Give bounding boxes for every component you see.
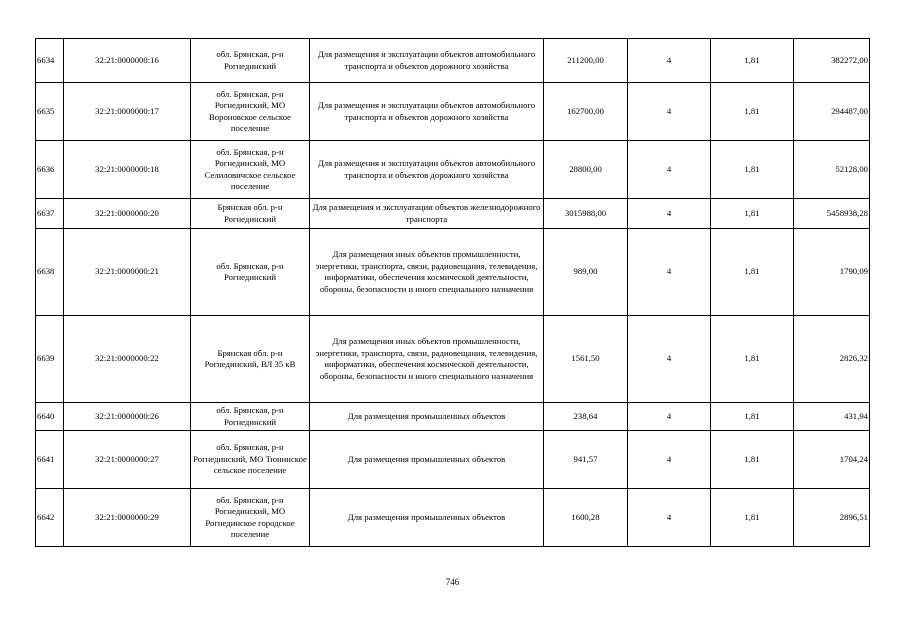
- table-row: [36, 431, 870, 489]
- table-row: [36, 83, 870, 141]
- cadastral-number-cell: 32:21:0000000:20: [64, 199, 191, 229]
- permitted-use-cell: Для размещения иных объектов промышленности, энергетики, транспорта, связи, радиовещания, телевидения, информатики, обеспечения космической деятельности, обороны, безопасности и иного специального назначения: [310, 229, 544, 316]
- address-cell: обл. Брянская, р-н Рогнединский, МО Тюнинское сельское поселение: [191, 431, 310, 489]
- permitted-use-cell: Для размещения и эксплуатации объектов железнодорожного транспорта: [310, 199, 544, 229]
- permitted-use-cell: Для размещения и эксплуатации объектов автомобильного транспорта и объектов дорожного хозяйства: [310, 83, 544, 141]
- page-number: 746: [445, 577, 460, 587]
- permitted-use-cell: Для размещения иных объектов промышленности, энергетики, транспорта, связи, радиовещания, телевидения, информатики, обеспечения космической деятельности, обороны, безопасности и иного специального назначения: [310, 316, 544, 403]
- row-number-cell: 6634: [36, 39, 64, 83]
- cadastral-number-cell: 32:21:0000000:29: [64, 489, 191, 547]
- area-cell: 941,57: [544, 431, 628, 489]
- cadastral-number-cell: 32:21:0000000:21: [64, 229, 191, 316]
- row-number-cell: 6640: [36, 403, 64, 431]
- row-number-cell: 6642: [36, 489, 64, 547]
- permitted-use-cell: Для размещения и эксплуатации объектов автомобильного транспорта и объектов дорожного хозяйства: [310, 141, 544, 199]
- row-number-cell: 6639: [36, 316, 64, 403]
- value-cell: 382272,00: [794, 39, 870, 83]
- permitted-use-cell: Для размещения промышленных объектов: [310, 489, 544, 547]
- coefficient-cell: 4: [628, 83, 711, 141]
- rate-cell: 1,81: [711, 403, 794, 431]
- address-cell: обл. Брянская, р-н Рогнединский: [191, 229, 310, 316]
- coefficient-cell: 4: [628, 229, 711, 316]
- row-number-cell: 6635: [36, 83, 64, 141]
- address-cell: Брянская обл. р-н Рогнединский, ВЛ 35 кВ: [191, 316, 310, 403]
- cadastral-number-cell: 32:21:0000000:26: [64, 403, 191, 431]
- permitted-use-cell: Для размещения и эксплуатации объектов автомобильного транспорта и объектов дорожного хозяйства: [310, 39, 544, 83]
- row-number-cell: 6638: [36, 229, 64, 316]
- area-cell: 1561,50: [544, 316, 628, 403]
- rate-cell: 1,81: [711, 141, 794, 199]
- address-cell: обл. Брянская, р-н Рогнединский, МО Селиловичское сельское поселение: [191, 141, 310, 199]
- table-row: [36, 141, 870, 199]
- value-cell: 5458938,28: [794, 199, 870, 229]
- rate-cell: 1,81: [711, 316, 794, 403]
- area-cell: 989,00: [544, 229, 628, 316]
- value-cell: 2826,32: [794, 316, 870, 403]
- coefficient-cell: 4: [628, 141, 711, 199]
- area-cell: 162700,00: [544, 83, 628, 141]
- coefficient-cell: 4: [628, 403, 711, 431]
- row-number-cell: 6641: [36, 431, 64, 489]
- table-row: [36, 39, 870, 83]
- value-cell: 431,94: [794, 403, 870, 431]
- cadastral-number-cell: 32:21:0000000:22: [64, 316, 191, 403]
- coefficient-cell: 4: [628, 489, 711, 547]
- rate-cell: 1,81: [711, 39, 794, 83]
- table-body: [36, 39, 870, 547]
- cadastral-number-cell: 32:21:0000000:18: [64, 141, 191, 199]
- row-number-cell: 6637: [36, 199, 64, 229]
- rate-cell: 1,81: [711, 431, 794, 489]
- area-cell: 3015988,00: [544, 199, 628, 229]
- permitted-use-cell: Для размещения промышленных объектов: [310, 431, 544, 489]
- value-cell: 1790,09: [794, 229, 870, 316]
- value-cell: 1704,24: [794, 431, 870, 489]
- address-cell: обл. Брянская, р-н Рогнединский, МО Вороновское сельское поселение: [191, 83, 310, 141]
- coefficient-cell: 4: [628, 431, 711, 489]
- address-cell: Брянская обл. р-н Рогнединский: [191, 199, 310, 229]
- area-cell: 238,64: [544, 403, 628, 431]
- cadastral-number-cell: 32:21:0000000:27: [64, 431, 191, 489]
- area-cell: 28800,00: [544, 141, 628, 199]
- table-row: [36, 316, 870, 403]
- address-cell: обл. Брянская, р-н Рогнединский, МО Рогнединское городское поселение: [191, 489, 310, 547]
- land-plots-table: [35, 38, 870, 547]
- table-row: [36, 199, 870, 229]
- address-cell: обл. Брянская, р-н Рогнединский: [191, 39, 310, 83]
- rate-cell: 1,81: [711, 489, 794, 547]
- address-cell: обл. Брянская, р-н Рогнединский: [191, 403, 310, 431]
- table-row: [36, 489, 870, 547]
- value-cell: 52128,00: [794, 141, 870, 199]
- rate-cell: 1,81: [711, 83, 794, 141]
- rate-cell: 1,81: [711, 199, 794, 229]
- value-cell: 294487,00: [794, 83, 870, 141]
- rate-cell: 1,81: [711, 229, 794, 316]
- coefficient-cell: 4: [628, 316, 711, 403]
- cadastral-number-cell: 32:21:0000000:16: [64, 39, 191, 83]
- cadastral-number-cell: 32:21:0000000:17: [64, 83, 191, 141]
- table-row: [36, 403, 870, 431]
- value-cell: 2896,51: [794, 489, 870, 547]
- permitted-use-cell: Для размещения промышленных объектов: [310, 403, 544, 431]
- area-cell: 1600,28: [544, 489, 628, 547]
- area-cell: 211200,00: [544, 39, 628, 83]
- coefficient-cell: 4: [628, 39, 711, 83]
- coefficient-cell: 4: [628, 199, 711, 229]
- row-number-cell: 6636: [36, 141, 64, 199]
- table-row: [36, 229, 870, 316]
